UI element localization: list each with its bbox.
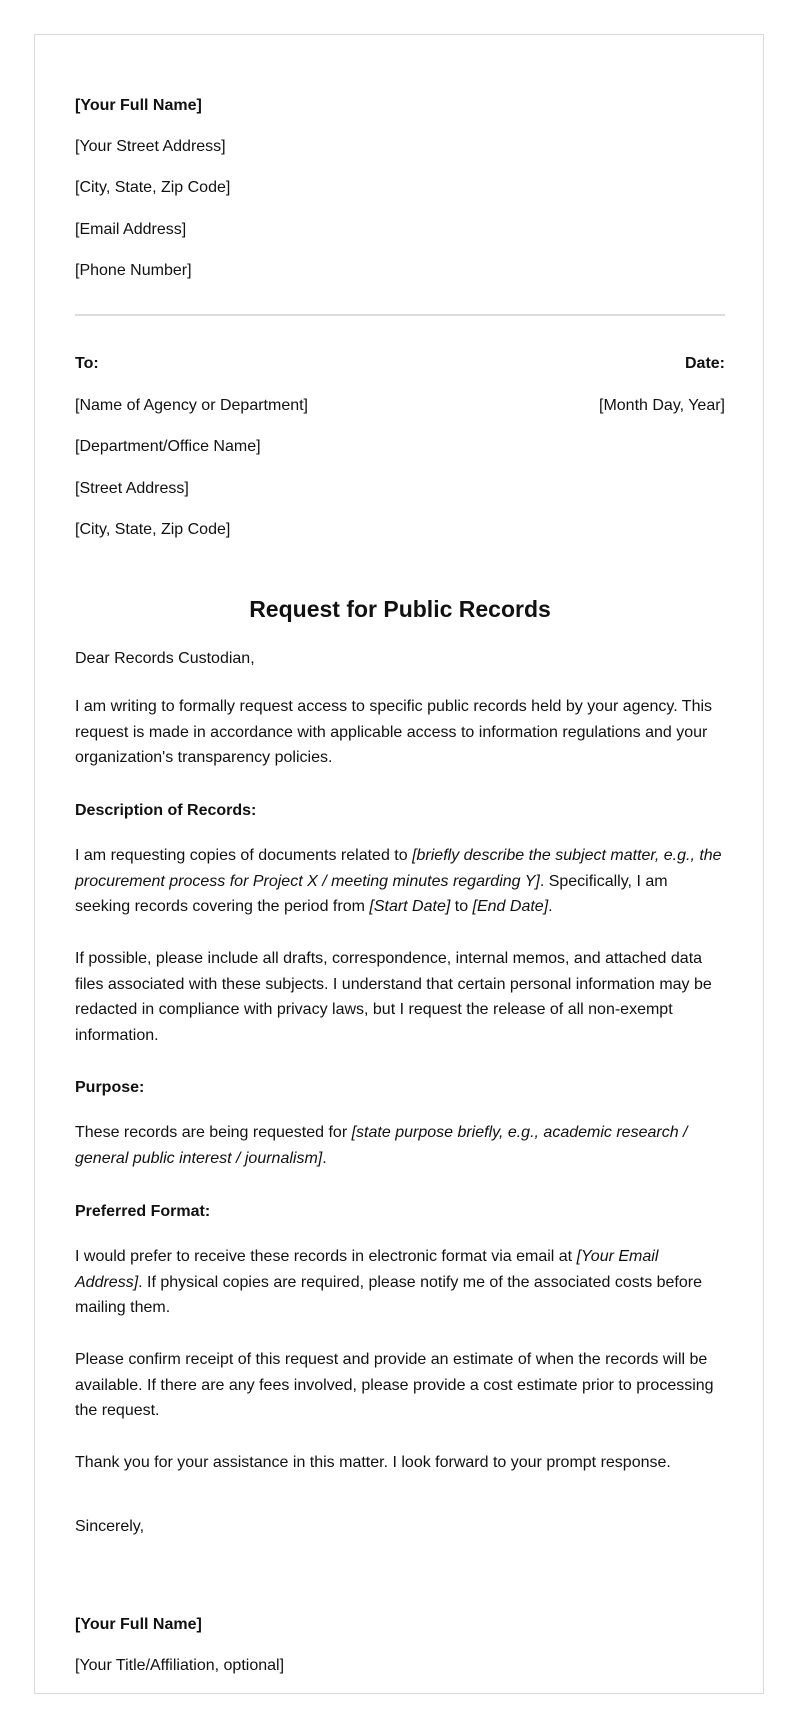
format-email: [Your Email Address] bbox=[75, 1248, 659, 1291]
date-value: [Month Day, Year] bbox=[599, 397, 725, 414]
purpose-placeholder: [state purpose briefly, e.g., academic research / general public interest / journalism] bbox=[75, 1124, 688, 1167]
purpose-text-2: . bbox=[322, 1149, 327, 1167]
date-label: Date: bbox=[684, 355, 725, 372]
description-subject: [briefly describe the subject matter, e.g., the procurement process for Project X / meeting minutes regarding Y] bbox=[75, 847, 722, 890]
purpose-heading: Purpose: bbox=[75, 1079, 145, 1096]
sender-street: [Your Street Address] bbox=[75, 138, 226, 155]
salutation: Dear Records Custodian, bbox=[75, 650, 255, 667]
description-text-1: I am requesting copies of documents related to bbox=[75, 847, 413, 864]
purpose-text-1: These records are being requested for bbox=[75, 1124, 352, 1141]
sender-city: [City, State, Zip Code] bbox=[75, 179, 231, 196]
letter-title: Request for Public Records bbox=[249, 596, 551, 622]
signature-title: [Your Title/Affiliation, optional] bbox=[75, 1657, 285, 1674]
intro-paragraph: I am writing to formally request access to specific public records held by your agency. This request is made in accordance with applicable access to information regulations and your organization's transparency policies. bbox=[75, 698, 713, 766]
format-text-2: . If physical copies are required, please notify me of the associated costs before mailing them. bbox=[75, 1273, 702, 1316]
recipient-agency: [Name of Agency or Department] bbox=[75, 397, 308, 414]
recipient-city: [City, State, Zip Code] bbox=[75, 521, 231, 538]
letter-page bbox=[34, 34, 764, 1694]
format-text-1: I would prefer to receive these records in electronic format via email at bbox=[75, 1248, 577, 1265]
description-heading: Description of Records: bbox=[75, 802, 257, 819]
format-heading: Preferred Format: bbox=[75, 1203, 211, 1220]
header-divider bbox=[75, 314, 725, 316]
format-paragraph bbox=[75, 1244, 725, 1321]
confirm-paragraph: Please confirm receipt of this request and provide an estimate of when the records will be available. If there are any fees involved, please provide a cost estimate prior to processing the request. bbox=[75, 1351, 714, 1419]
description-text-4: . bbox=[548, 898, 553, 915]
description-text-2: . Specifically, I am seeking records covering the period from bbox=[75, 872, 668, 915]
sender-name: [Your Full Name] bbox=[75, 97, 202, 114]
description-start-date: [Start Date] bbox=[369, 898, 451, 915]
description-paragraph bbox=[75, 843, 725, 920]
description-text-3: to bbox=[450, 898, 473, 915]
closing: Sincerely, bbox=[75, 1518, 145, 1535]
description-extra-paragraph: If possible, please include all drafts, correspondence, internal memos, and attached data files associated with these subjects. I understand that certain personal information may be redacted in compliance with privacy laws, but I request the release of all non-exempt information. bbox=[75, 950, 712, 1044]
purpose-paragraph bbox=[75, 1120, 725, 1171]
sender-phone: [Phone Number] bbox=[75, 262, 192, 279]
to-label: To: bbox=[75, 355, 99, 372]
sender-email: [Email Address] bbox=[75, 221, 187, 238]
signature-name: [Your Full Name] bbox=[75, 1616, 202, 1633]
thanks-paragraph: Thank you for your assistance in this matter. I look forward to your prompt response. bbox=[75, 1454, 671, 1471]
recipient-office: [Department/Office Name] bbox=[75, 438, 261, 455]
recipient-street: [Street Address] bbox=[75, 480, 189, 497]
description-end-date: [End Date] bbox=[472, 898, 549, 915]
